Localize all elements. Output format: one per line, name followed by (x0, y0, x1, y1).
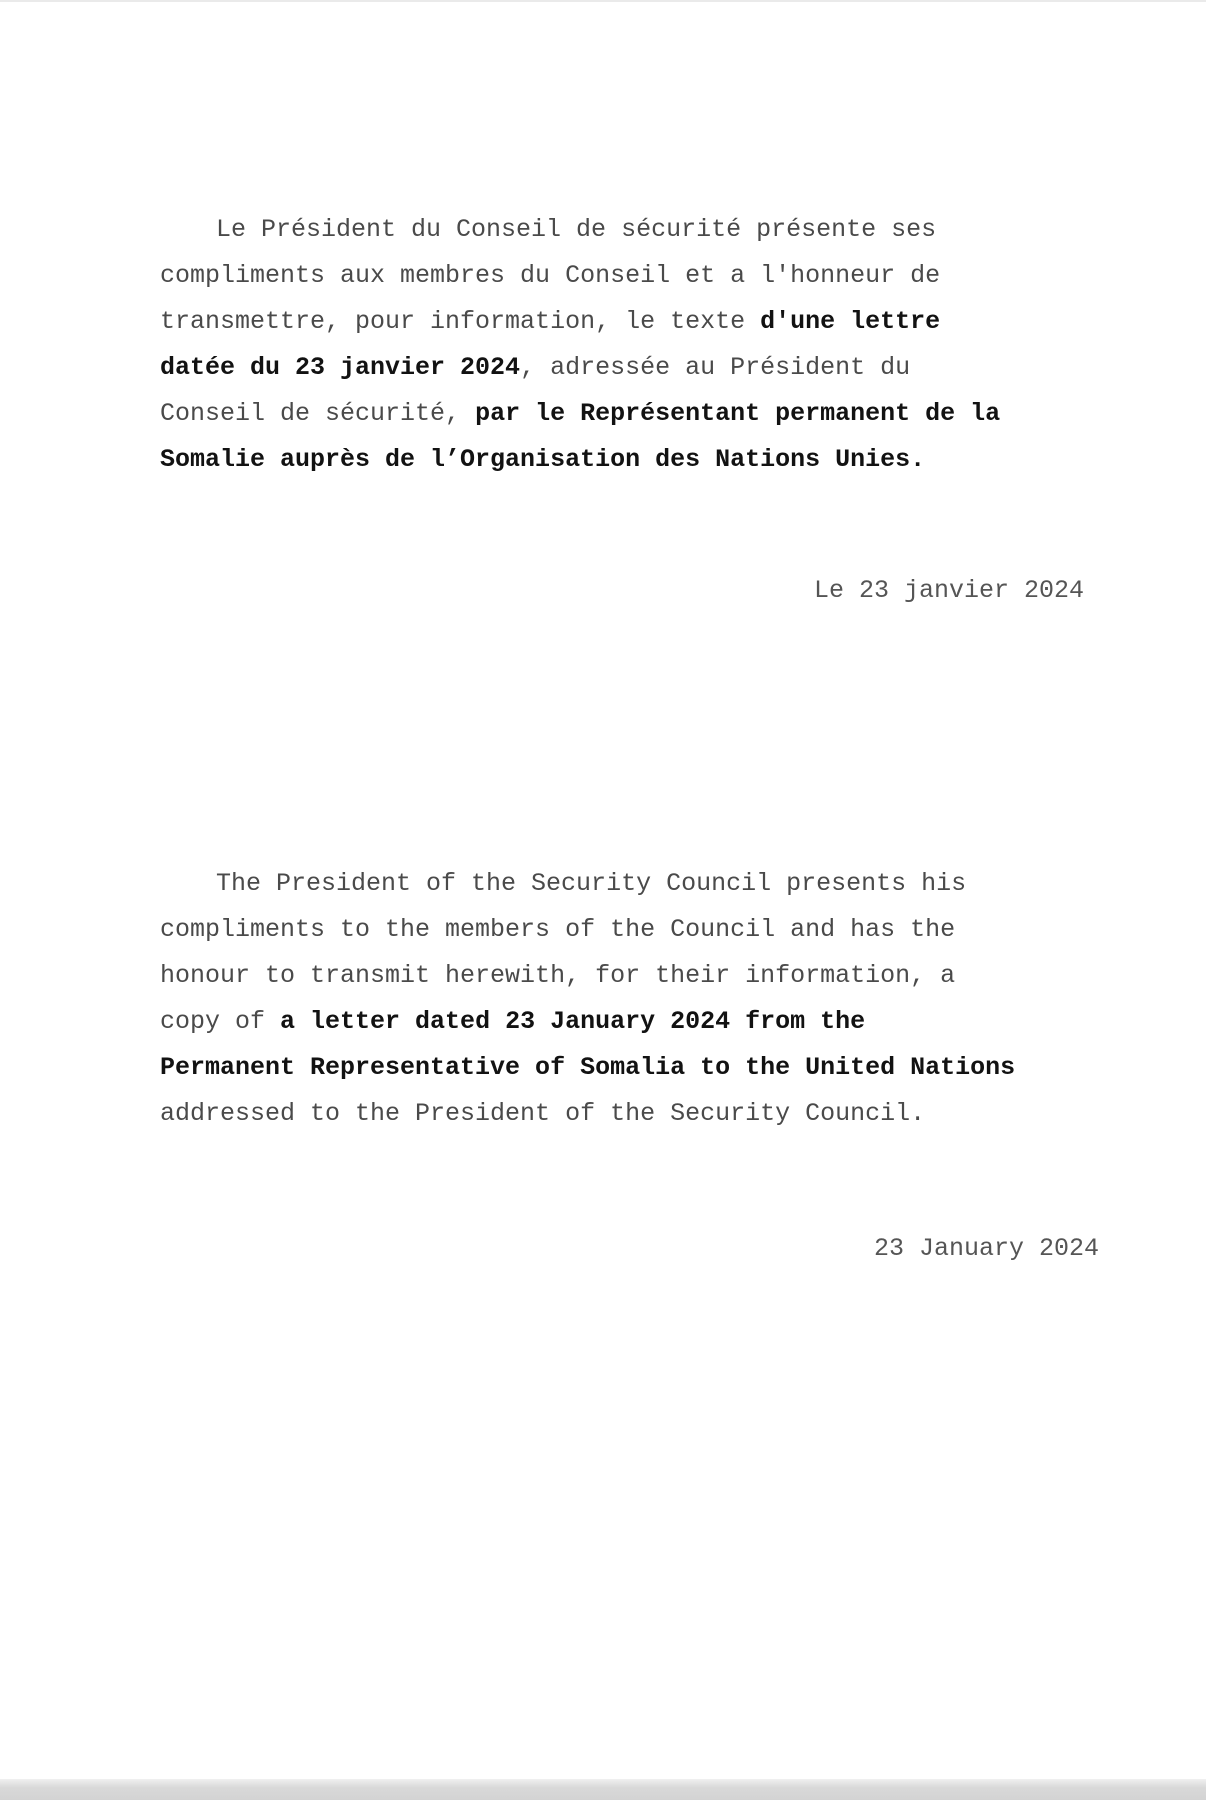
text-segment: copy of (160, 1007, 281, 1036)
english-date: 23 January 2024 (873, 1234, 1099, 1263)
page-top-edge (0, 0, 1206, 2)
text-line (160, 1091, 1015, 1137)
text-segment: compliments to the members of the Council and has the (160, 915, 956, 944)
text-line (160, 345, 1000, 391)
french-date: Le 23 janvier 2024 (813, 576, 1084, 605)
text-line (160, 907, 1015, 953)
text-line (160, 861, 1015, 907)
text-segment: , adressée au Président du (520, 353, 911, 382)
page-bottom-bar (0, 1779, 1206, 1800)
text-segment: compliments aux membres du Conseil et a l'honneur de (160, 261, 941, 290)
text-segment: addressed to the President of the Security Council. (160, 1099, 926, 1128)
text-segment: Permanent Representative of Somalia to the United Nations (160, 1053, 1016, 1082)
text-line (160, 953, 1015, 999)
english-paragraph (160, 861, 1015, 1137)
text-segment: d'une lettre (760, 307, 941, 336)
text-line (160, 1045, 1015, 1091)
text-line (160, 999, 1015, 1045)
text-segment: par le Représentant permanent de la (475, 399, 1001, 428)
text-segment: Conseil de sécurité, (160, 399, 476, 428)
text-line (160, 253, 1000, 299)
text-segment: The President of the Security Council presents his (216, 869, 967, 898)
text-segment: datée du 23 janvier 2024 (160, 353, 521, 382)
text-segment: honour to transmit herewith, for their information, a (160, 961, 956, 990)
text-line (160, 391, 1000, 437)
text-segment: a letter dated 23 January 2024 from the (280, 1007, 866, 1036)
text-segment: Le Président du Conseil de sécurité présente ses (216, 215, 937, 244)
text-line (160, 207, 1000, 253)
french-paragraph (160, 207, 1000, 483)
text-segment: transmettre, pour information, le texte (160, 307, 761, 336)
text-line (160, 299, 1000, 345)
text-line (160, 437, 1000, 483)
text-segment: Somalie auprès de l’Organisation des Nations Unies. (160, 445, 926, 474)
